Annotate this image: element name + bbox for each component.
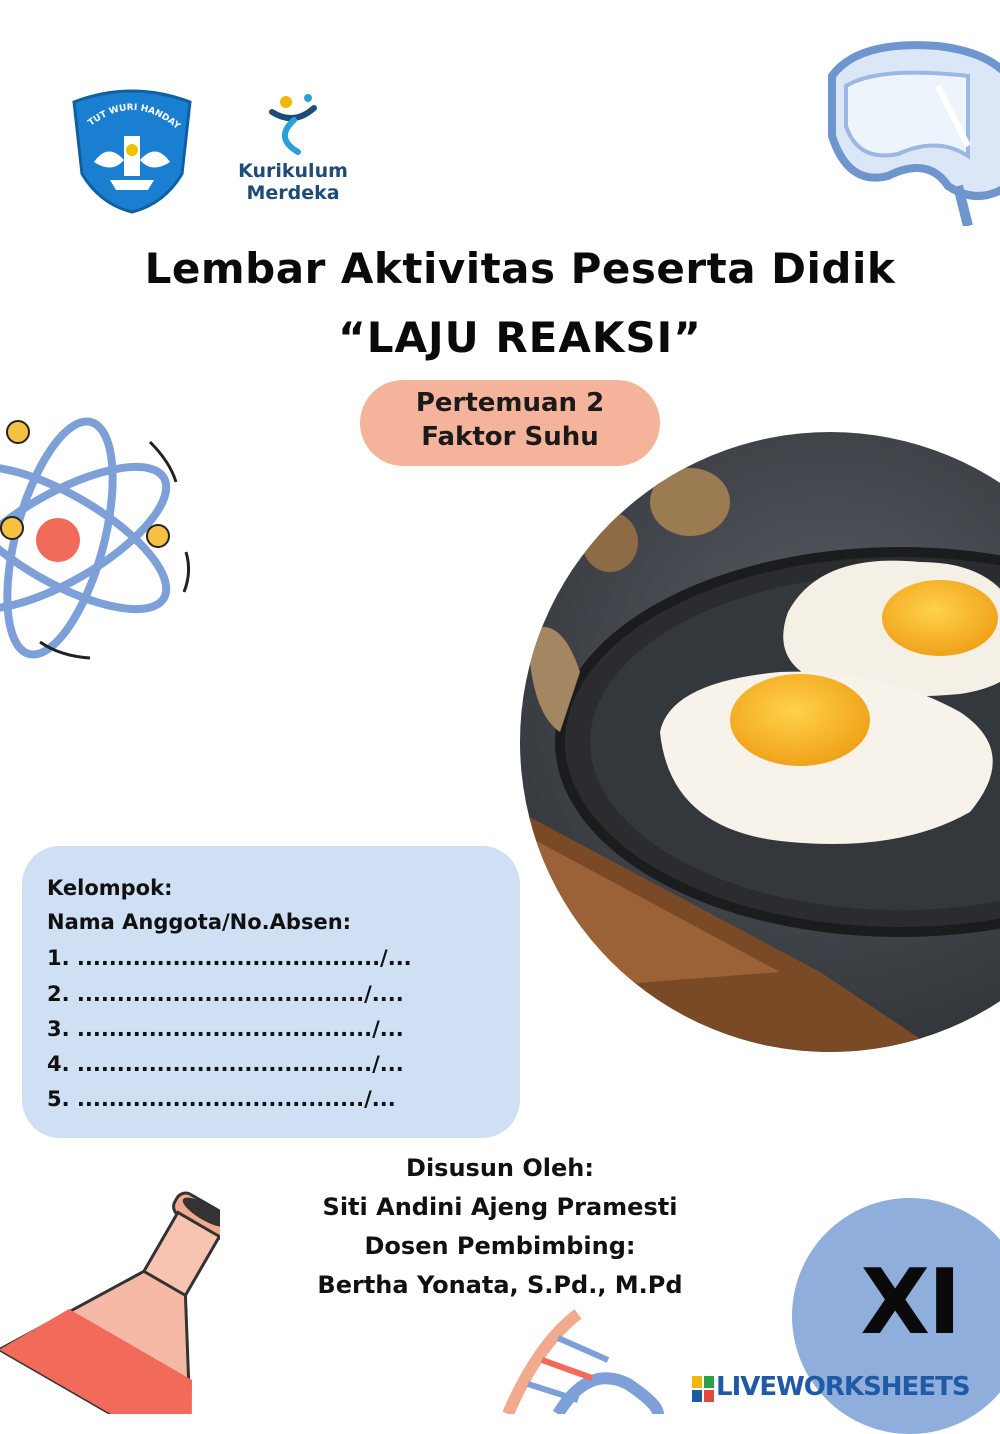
atom-illustration bbox=[0, 402, 210, 672]
page-subtitle: “LAJU REAKSI” bbox=[338, 313, 702, 362]
dna-illustration bbox=[468, 1304, 668, 1414]
supervisor-name: Bertha Yonata, S.Pd., M.Pd bbox=[317, 1271, 683, 1299]
flask-illustration bbox=[0, 1178, 220, 1414]
liveworksheets-watermark bbox=[692, 1370, 992, 1410]
kurikulum-label: Kurikulum bbox=[238, 160, 348, 182]
group-label: Kelompok: bbox=[47, 876, 173, 900]
supervisor-label: Dosen Pembimbing: bbox=[364, 1232, 636, 1260]
grade-label: XI bbox=[860, 1250, 960, 1355]
author-name: Siti Andini Ajeng Pramesti bbox=[322, 1193, 678, 1221]
member-row[interactable]: 5. ..................................../... bbox=[47, 1087, 396, 1111]
member-row[interactable]: 1. ....................................../... bbox=[47, 946, 412, 970]
watermark-text: LIVEWORKSHEETS bbox=[716, 1372, 970, 1402]
ministry-logo bbox=[64, 82, 200, 214]
member-row[interactable]: 2. ..................................../.... bbox=[47, 982, 404, 1006]
kurikulum-merdeka-logo bbox=[228, 92, 358, 212]
group-form bbox=[22, 846, 520, 1138]
member-row[interactable]: 4. ...................................../... bbox=[47, 1052, 404, 1076]
member-row[interactable]: 3. ...................................../... bbox=[47, 1017, 404, 1041]
meeting-topic: Faktor Suhu bbox=[421, 422, 599, 452]
ministry-logo-text: TUT WURI HANDAY bbox=[86, 102, 182, 132]
compiled-by-label: Disusun Oleh: bbox=[406, 1154, 594, 1182]
goggles-illustration bbox=[818, 36, 1000, 226]
page-title: Lembar Aktivitas Peserta Didik bbox=[144, 244, 896, 293]
merdeka-label: Merdeka bbox=[246, 182, 340, 204]
liveworksheets-icon bbox=[692, 1376, 714, 1402]
members-label: Nama Anggota/No.Absen: bbox=[47, 910, 352, 934]
fried-eggs-photo bbox=[520, 432, 1000, 1052]
meeting-number: Pertemuan 2 bbox=[415, 388, 605, 418]
